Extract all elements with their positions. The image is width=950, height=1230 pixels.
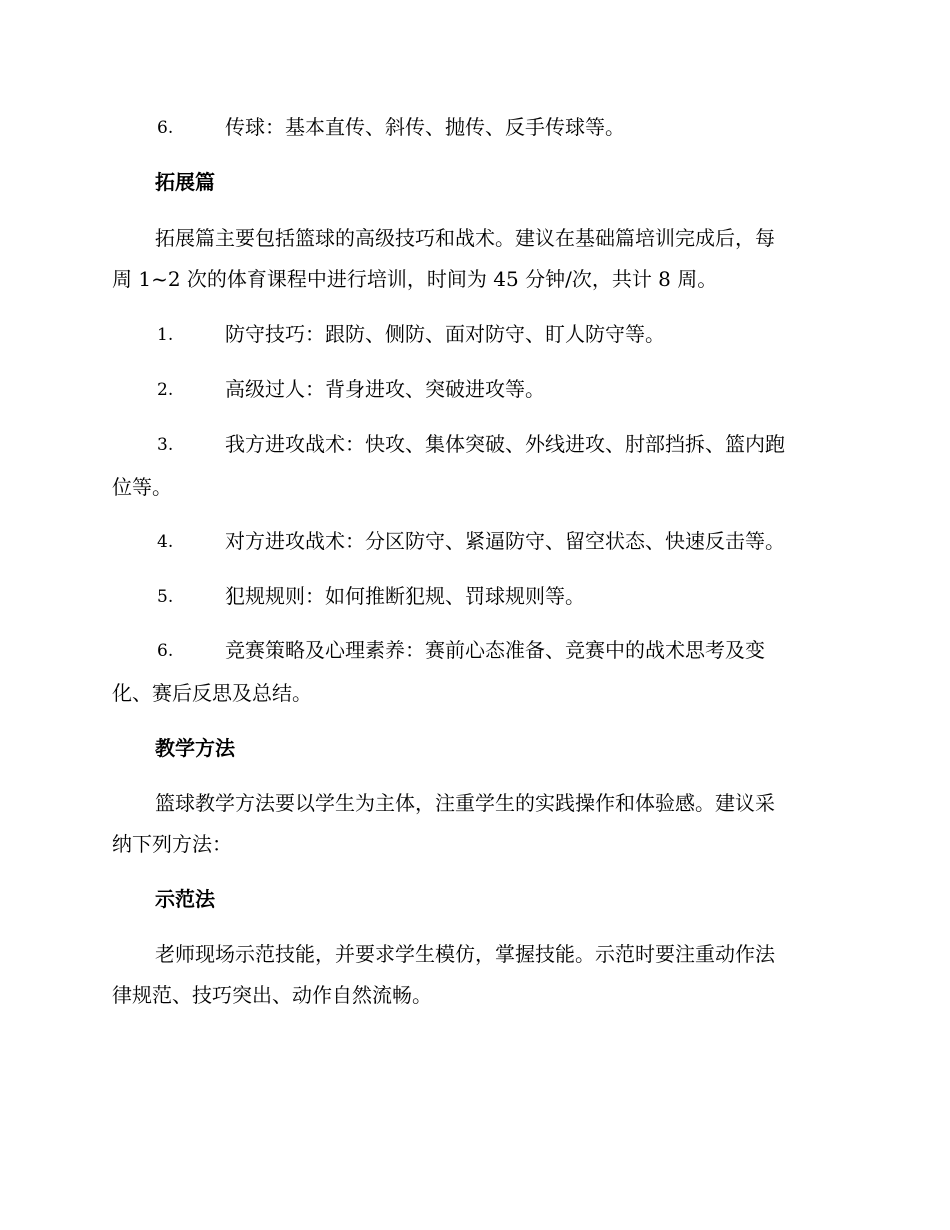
list-item-text: 高级过人：背身进攻、突破进攻等。 (225, 377, 545, 401)
list-item-text: 传球：基本直传、斜传、抛传、反手传球等。 (225, 115, 625, 139)
section-heading-methods: 教学方法 (155, 736, 235, 760)
list-item-text: 我方进攻战术：快攻、集体突破、外线进攻、肘部挡拆、篮内跑 (225, 432, 785, 456)
section-heading-demonstration: 示范法 (155, 887, 215, 911)
list-item-text: 对方进攻战术：分区防守、紧逼防守、留空状态、快速反击等。 (225, 529, 785, 553)
list-item-continuation: 位等。 (112, 475, 172, 499)
paragraph-line: 老师现场示范技能，并要求学生模仿，掌握技能。示范时要注重动作法 (155, 942, 775, 966)
paragraph-line: 周 1~2 次的体育课程中进行培训，时间为 45 分钟/次，共计 8 周。 (112, 267, 718, 291)
list-item-text: 竞赛策略及心理素养：赛前心态准备、竞赛中的战术思考及变 (225, 638, 765, 662)
list-number: 1. (157, 325, 174, 345)
section-heading-extension: 拓展篇 (155, 170, 215, 194)
paragraph-line: 纳下列方法： (112, 832, 232, 856)
paragraph-line: 律规范、技巧突出、动作自然流畅。 (112, 983, 432, 1007)
list-item-text: 防守技巧：跟防、侧防、面对防守、盯人防守等。 (225, 322, 665, 346)
list-number: 3. (157, 435, 174, 455)
list-number: 6. (157, 118, 174, 138)
list-item-continuation: 化、赛后反思及总结。 (112, 681, 312, 705)
list-item-text: 犯规规则：如何推断犯规、罚球规则等。 (225, 584, 585, 608)
paragraph-line: 拓展篇主要包括篮球的高级技巧和战术。建议在基础篇培训完成后，每 (155, 226, 775, 250)
list-number: 4. (157, 532, 174, 552)
list-number: 2. (157, 380, 174, 400)
list-number: 6. (157, 641, 174, 661)
paragraph-line: 篮球教学方法要以学生为主体，注重学生的实践操作和体验感。建议采 (155, 791, 775, 815)
list-number: 5. (157, 587, 174, 607)
